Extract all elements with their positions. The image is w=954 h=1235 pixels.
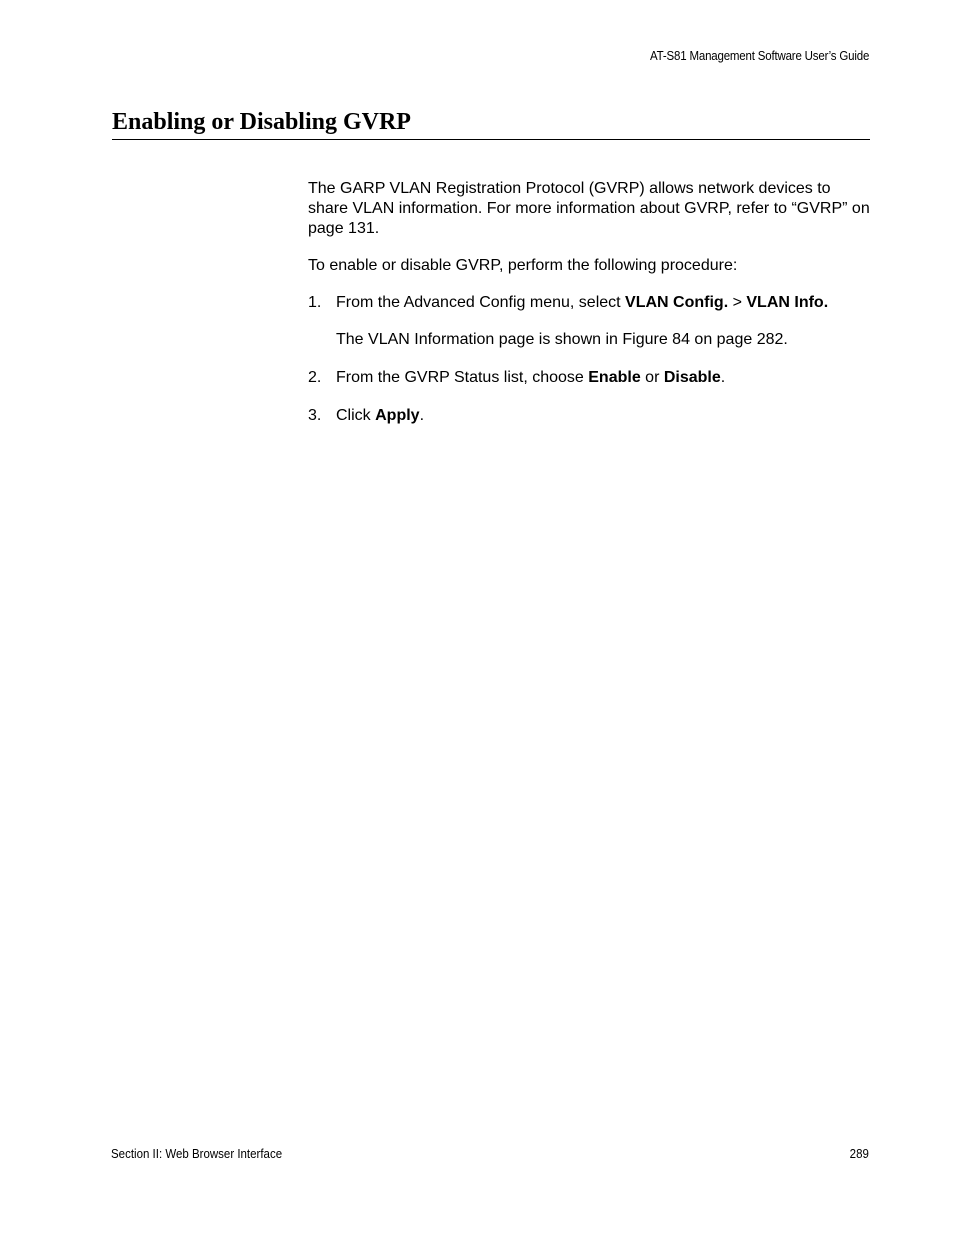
step-text-after: .: [419, 407, 425, 424]
running-header: AT-S81 Management Software User’s Guide: [649, 49, 869, 63]
apply-label: Apply: [375, 407, 420, 424]
step-text-before: Click: [336, 407, 376, 424]
option-enable: Enable: [588, 369, 641, 386]
step-text-before: From the GVRP Status list, choose: [336, 369, 589, 386]
step-text: [336, 293, 873, 313]
step-content: [336, 368, 873, 388]
section-body: [308, 179, 873, 444]
footer-page-number: 289: [849, 1147, 869, 1161]
option-disable: Disable: [663, 369, 721, 386]
step-number: 1.: [308, 294, 322, 311]
step-content: [336, 293, 873, 350]
step-note: The VLAN Information page is shown in Figure 84 on page 282.: [336, 331, 788, 348]
intro-paragraph: The GARP VLAN Registration Protocol (GVRP) allows network devices to share VLAN information. For more information about GVRP, refer to “GVRP” on page 131.: [308, 180, 870, 237]
procedure-intro: To enable or disable GVRP, perform the following procedure:: [308, 257, 738, 274]
step-2: [308, 368, 873, 388]
procedure-steps: [308, 293, 873, 426]
footer-section-name: Section II: Web Browser Interface: [111, 1147, 283, 1161]
step-separator: or: [640, 369, 664, 386]
section-title: Enabling or Disabling GVRP: [112, 107, 870, 140]
step-content: [336, 406, 873, 426]
menu-vlan-config: VLAN Config.: [625, 294, 729, 311]
step-1: [308, 293, 873, 350]
step-separator: >: [728, 294, 747, 311]
step-3: [308, 406, 873, 426]
step-text-after: .: [720, 369, 726, 386]
step-number: 3.: [308, 407, 322, 424]
step-number: 2.: [308, 369, 322, 386]
menu-vlan-info: VLAN Info.: [746, 294, 829, 311]
step-text-before: From the Advanced Config menu, select: [336, 294, 626, 311]
